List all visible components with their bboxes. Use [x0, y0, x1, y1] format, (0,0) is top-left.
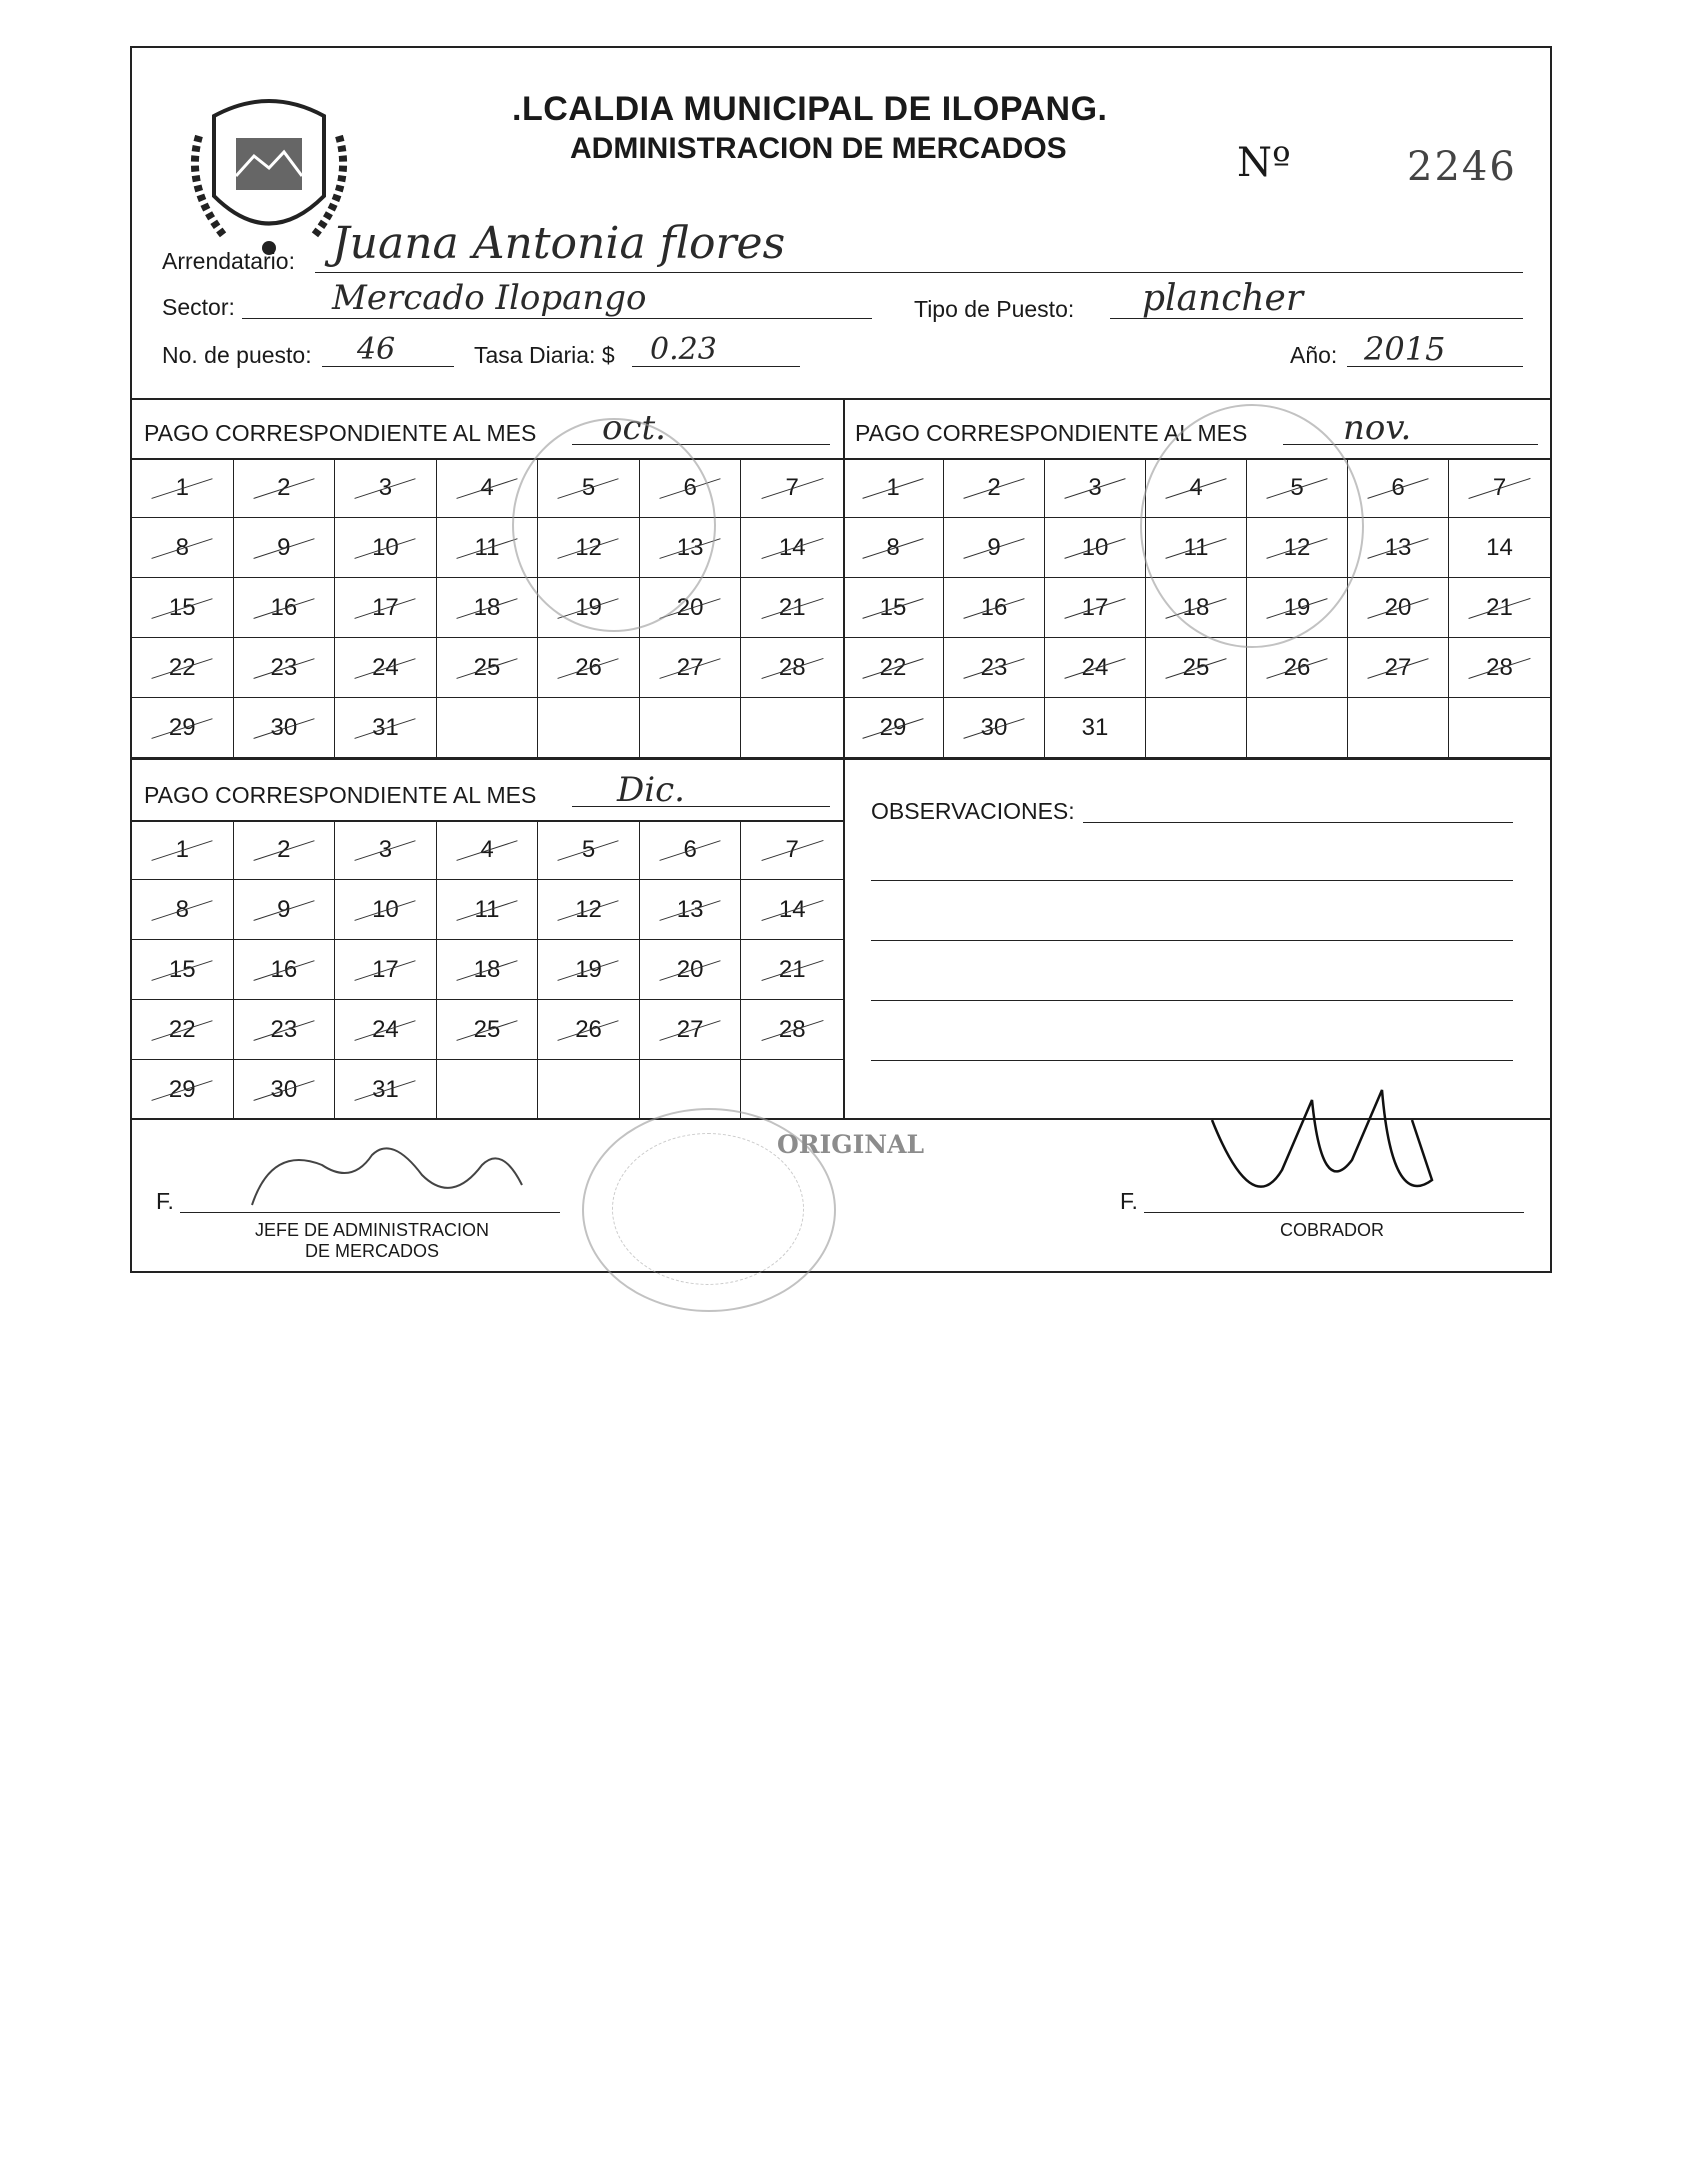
day-cell — [1449, 698, 1550, 758]
day-cell: 29 — [132, 1060, 234, 1120]
month-value: oct. — [602, 408, 666, 448]
day-cell: 12 — [1247, 518, 1348, 578]
day-cell: 15 — [132, 578, 234, 638]
day-cell: 5 — [538, 458, 640, 518]
day-cell: 7 — [741, 820, 843, 880]
day-cell: 3 — [335, 458, 437, 518]
day-cell: 6 — [640, 820, 742, 880]
day-cell: 20 — [1348, 578, 1449, 638]
day-cell: 1 — [132, 458, 234, 518]
day-cell: 7 — [1449, 458, 1550, 518]
day-cell: 3 — [1045, 458, 1146, 518]
day-cell: 30 — [944, 698, 1045, 758]
month-label: PAGO CORRESPONDIENTE AL MES — [144, 782, 537, 808]
day-cell: 20 — [640, 578, 742, 638]
day-cell: 19 — [538, 940, 640, 1000]
observaciones-line — [871, 1060, 1513, 1061]
original-stamp-text: ORIGINAL — [777, 1130, 925, 1159]
day-cell: 9 — [234, 518, 336, 578]
day-cell: 9 — [944, 518, 1045, 578]
day-cell — [640, 698, 742, 758]
day-cell — [1348, 698, 1449, 758]
day-cell: 12 — [538, 518, 640, 578]
day-cell: 13 — [1348, 518, 1449, 578]
day-cell: 27 — [1348, 638, 1449, 698]
day-cell: 6 — [640, 458, 742, 518]
day-cell: 8 — [132, 880, 234, 940]
puesto-label: No. de puesto: — [162, 342, 312, 368]
day-cell: 5 — [1247, 458, 1348, 518]
day-cell: 19 — [1247, 578, 1348, 638]
market-payment-card — [130, 46, 1552, 1273]
day-cell: 30 — [234, 1060, 336, 1120]
department-title: ADMINISTRACION DE MERCADOS — [570, 132, 1067, 165]
day-cell: 11 — [437, 518, 539, 578]
day-cell: 11 — [437, 880, 539, 940]
day-cell: 24 — [1045, 638, 1146, 698]
day-cell: 25 — [437, 638, 539, 698]
day-cell: 27 — [640, 638, 742, 698]
number-label: Nº — [1237, 140, 1291, 186]
observaciones-label: OBSERVACIONES: — [871, 798, 1075, 824]
arrendatario-value: Juana Antonia flores — [332, 218, 786, 269]
observaciones-line — [871, 1000, 1513, 1001]
day-cell: 10 — [335, 518, 437, 578]
day-cell: 22 — [132, 638, 234, 698]
day-cell: 13 — [640, 880, 742, 940]
handwritten-signature-left — [232, 1125, 532, 1225]
day-cell: 29 — [843, 698, 944, 758]
day-cell: 14 — [1449, 518, 1550, 578]
day-cell: 25 — [1146, 638, 1247, 698]
month-header — [132, 760, 843, 822]
day-cell: 21 — [741, 578, 843, 638]
observaciones-line — [871, 940, 1513, 941]
tipo-puesto-label: Tipo de Puesto: — [914, 296, 1075, 322]
day-cell: 16 — [234, 940, 336, 1000]
day-cell: 5 — [538, 820, 640, 880]
observaciones-line — [1083, 822, 1513, 823]
day-cell: 18 — [437, 940, 539, 1000]
f-right-label: F. — [1120, 1188, 1138, 1214]
anio-value: 2015 — [1364, 330, 1446, 368]
observaciones-block — [843, 758, 1550, 1120]
month-block-dic — [132, 758, 845, 1120]
arrendatario-label: Arrendatario: — [162, 248, 295, 274]
day-cell: 26 — [538, 1000, 640, 1060]
day-cell: 28 — [741, 638, 843, 698]
official-stamp — [1140, 404, 1364, 648]
day-cell: 8 — [843, 518, 944, 578]
day-cell: 4 — [437, 458, 539, 518]
day-cell: 15 — [132, 940, 234, 1000]
day-cell: 22 — [132, 1000, 234, 1060]
day-cell: 9 — [234, 880, 336, 940]
day-grid — [132, 458, 843, 758]
day-cell: 4 — [1146, 458, 1247, 518]
observaciones-line — [871, 880, 1513, 881]
day-cell: 2 — [234, 820, 336, 880]
month-header — [132, 398, 843, 460]
day-cell: 15 — [843, 578, 944, 638]
day-cell — [538, 1060, 640, 1120]
day-cell: 7 — [741, 458, 843, 518]
day-cell: 31 — [1045, 698, 1146, 758]
day-cell: 16 — [234, 578, 336, 638]
day-cell: 17 — [335, 940, 437, 1000]
day-cell: 11 — [1146, 518, 1247, 578]
day-cell: 19 — [538, 578, 640, 638]
day-cell: 14 — [741, 880, 843, 940]
day-cell: 25 — [437, 1000, 539, 1060]
sector-label: Sector: — [162, 294, 235, 320]
day-cell: 28 — [741, 1000, 843, 1060]
tipo-puesto-value: plancher — [1142, 278, 1304, 319]
day-cell: 2 — [234, 458, 336, 518]
day-cell: 31 — [335, 1060, 437, 1120]
day-cell: 13 — [640, 518, 742, 578]
day-cell — [538, 698, 640, 758]
day-cell: 31 — [335, 698, 437, 758]
day-cell: 12 — [538, 880, 640, 940]
day-cell: 24 — [335, 638, 437, 698]
day-cell: 18 — [1146, 578, 1247, 638]
day-cell: 10 — [1045, 518, 1146, 578]
municipality-title: .LCALDIA MUNICIPAL DE ILOPANG. — [512, 90, 1108, 128]
sector-value: Mercado Ilopango — [332, 278, 647, 318]
day-cell — [1247, 698, 1348, 758]
handwritten-signature-right — [1192, 1080, 1452, 1230]
day-cell: 24 — [335, 1000, 437, 1060]
official-stamp — [512, 418, 716, 632]
municipal-coat-of-arms-icon — [184, 76, 354, 266]
tasa-label: Tasa Diaria: $ — [474, 342, 615, 368]
official-stamp-inner — [612, 1133, 804, 1285]
day-cell: 17 — [335, 578, 437, 638]
cobrador-label: COBRADOR — [1279, 1220, 1384, 1240]
puesto-value: 46 — [357, 332, 396, 367]
day-cell: 30 — [234, 698, 336, 758]
day-cell: 14 — [741, 518, 843, 578]
day-cell: 26 — [1247, 638, 1348, 698]
receipt-number: 2246 — [1407, 144, 1517, 190]
day-cell: 1 — [843, 458, 944, 518]
day-cell: 17 — [1045, 578, 1146, 638]
day-cell: 23 — [944, 638, 1045, 698]
day-cell: 4 — [437, 820, 539, 880]
day-cell: 27 — [640, 1000, 742, 1060]
day-cell: 26 — [538, 638, 640, 698]
day-grid — [132, 820, 843, 1120]
day-cell: 29 — [132, 698, 234, 758]
day-cell: 16 — [944, 578, 1045, 638]
day-cell — [1146, 698, 1247, 758]
day-cell: 23 — [234, 1000, 336, 1060]
month-label: PAGO CORRESPONDIENTE AL MES — [144, 420, 537, 446]
month-label: PAGO CORRESPONDIENTE AL MES — [855, 420, 1248, 446]
day-cell: 23 — [234, 638, 336, 698]
day-cell: 22 — [843, 638, 944, 698]
day-cell: 20 — [640, 940, 742, 1000]
day-cell: 6 — [1348, 458, 1449, 518]
day-cell — [741, 698, 843, 758]
day-cell: 21 — [1449, 578, 1550, 638]
anio-label: Año: — [1290, 342, 1338, 368]
f-left-label: F. — [156, 1188, 174, 1214]
day-cell: 1 — [132, 820, 234, 880]
month-value: Dic. — [617, 770, 685, 810]
month-block-oct — [132, 398, 845, 758]
day-cell: 21 — [741, 940, 843, 1000]
sector-line — [242, 318, 872, 319]
month-line — [572, 806, 830, 807]
day-cell: 8 — [132, 518, 234, 578]
day-cell: 3 — [335, 820, 437, 880]
day-cell: 2 — [944, 458, 1045, 518]
day-cell — [741, 1060, 843, 1120]
day-cell: 10 — [335, 880, 437, 940]
month-value: nov. — [1343, 408, 1412, 448]
day-cell — [437, 1060, 539, 1120]
day-cell: 28 — [1449, 638, 1550, 698]
tasa-value: 0.23 — [650, 332, 717, 367]
card-header — [132, 48, 1550, 400]
day-cell — [437, 698, 539, 758]
jefe-label: JEFE DE ADMINISTRACION DE MERCADOS — [254, 1220, 490, 1261]
day-cell: 18 — [437, 578, 539, 638]
arrendatario-line — [315, 272, 1523, 273]
